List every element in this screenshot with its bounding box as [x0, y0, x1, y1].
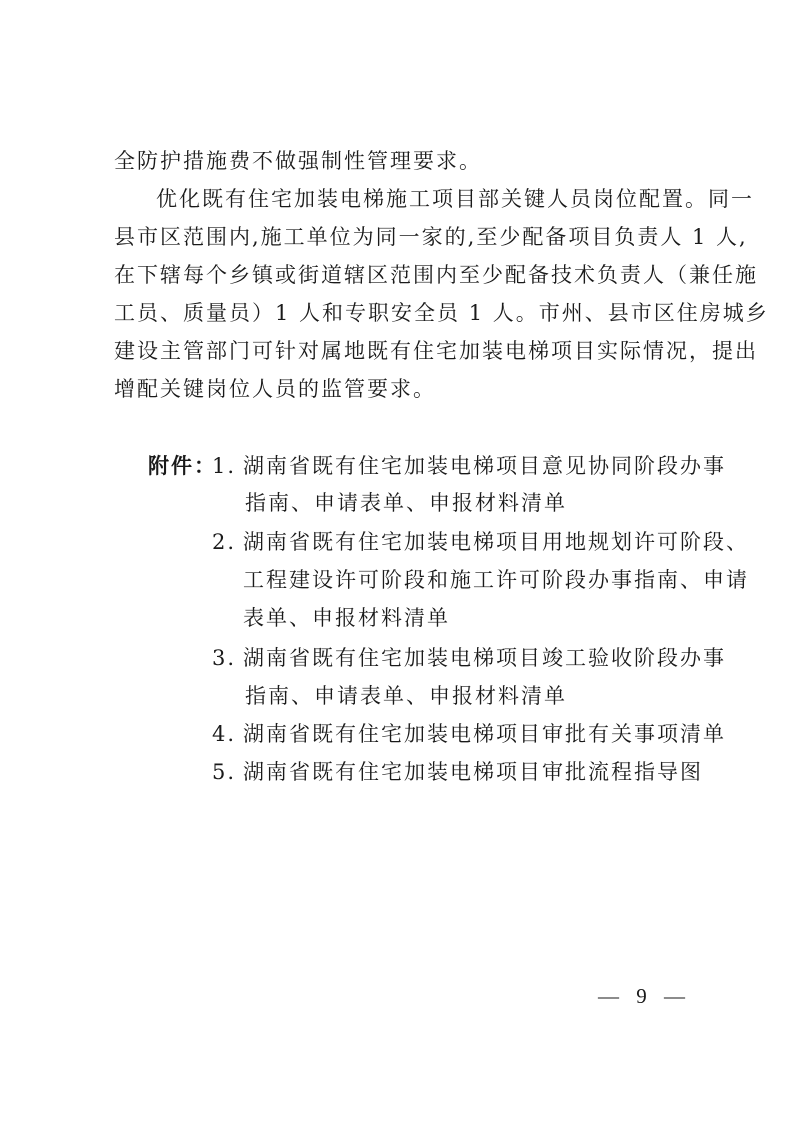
page-number: — 9 —	[598, 984, 691, 1008]
paragraph-2-line-4: 工员、质量员）1 人和专职安全员 1 人。市州、县市区住房城乡	[114, 301, 769, 325]
attachments-label: 附件：	[148, 454, 217, 478]
paragraph-2-line-5: 建设主管部门可针对属地既有住宅加装电梯项目实际情况，提出	[114, 339, 758, 363]
attachment-3-line-1: 湖南省既有住宅加装电梯项目竣工验收阶段办事	[243, 646, 726, 670]
attachment-5-line-1: 湖南省既有住宅加装电梯项目审批流程指导图	[243, 760, 703, 784]
attachment-4-number: 4.	[212, 722, 237, 746]
paragraph-2-line-3: 在下辖每个乡镇或街道辖区范围内至少配备技术负责人（兼任施	[114, 263, 758, 287]
attachment-2-line-3: 表单、申报材料清单	[243, 606, 450, 630]
attachment-1-number: 1.	[212, 454, 237, 478]
attachment-4-line-1: 湖南省既有住宅加装电梯项目审批有关事项清单	[243, 722, 726, 746]
paragraph-2-line-2: 县市区范围内,施工单位为同一家的,至少配备项目负责人 1 人,	[114, 225, 748, 249]
attachment-5-number: 5.	[212, 760, 237, 784]
attachment-3-line-2: 指南、申请表单、申报材料清单	[245, 684, 567, 708]
attachment-1-line-1: 湖南省既有住宅加装电梯项目意见协同阶段办事	[243, 454, 726, 478]
paragraph-2-line-1: 优化既有住宅加装电梯施工项目部关键人员岗位配置。同一	[156, 187, 754, 211]
paragraph-2-line-6: 增配关键岗位人员的监管要求。	[114, 377, 436, 401]
attachment-3-number: 3.	[212, 646, 237, 670]
paragraph-1-line-1: 全防护措施费不做强制性管理要求。	[114, 149, 482, 173]
attachment-2-line-1: 湖南省既有住宅加装电梯项目用地规划许可阶段、	[243, 530, 749, 554]
attachment-1-line-2: 指南、申请表单、申报材料清单	[245, 491, 567, 515]
attachment-2-number: 2.	[212, 530, 237, 554]
attachment-2-line-2: 工程建设许可阶段和施工许可阶段办事指南、申请	[243, 568, 749, 592]
